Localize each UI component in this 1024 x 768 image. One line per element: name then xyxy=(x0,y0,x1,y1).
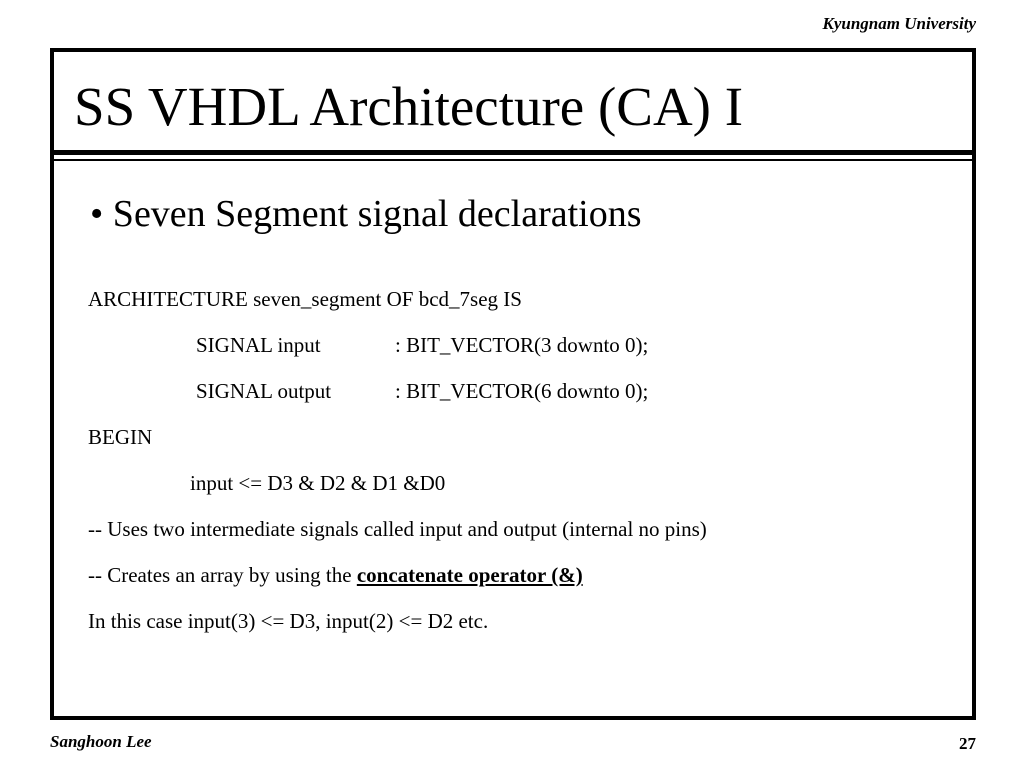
note-example-assignment: In this case input(3) <= D3, input(2) <= D2 etc. xyxy=(88,609,489,633)
slide-frame xyxy=(50,48,976,720)
code-signal-output-type: : BIT_VECTOR(6 downto 0); xyxy=(395,379,649,403)
code-signal-input-name: SIGNAL input xyxy=(196,333,321,357)
note-concatenate-prefix: -- Creates an array by using the xyxy=(88,563,357,587)
author-label: Sanghoon Lee xyxy=(50,732,152,751)
code-signal-output-name: SIGNAL output xyxy=(196,379,332,403)
title-divider-thin xyxy=(54,159,972,161)
page-number: 27 xyxy=(959,734,976,753)
title-divider-thick xyxy=(54,150,972,155)
code-begin-line: BEGIN xyxy=(88,425,153,449)
note-intermediate-signals: -- Uses two intermediate signals called input and output (internal no pins) xyxy=(88,517,707,541)
concatenate-operator-emphasis: concatenate operator (&) xyxy=(356,563,583,587)
bullet-heading: • Seven Segment signal declarations xyxy=(90,193,642,235)
code-architecture-line: ARCHITECTURE seven_segment OF bcd_7seg IS xyxy=(88,287,522,311)
code-signal-input-type: : BIT_VECTOR(3 downto 0); xyxy=(395,333,649,357)
note-concatenate xyxy=(88,562,583,588)
institution-label: Kyungnam University xyxy=(822,14,976,33)
slide-title: SS VHDL Architecture (CA) I xyxy=(74,76,744,137)
code-assign-line: input <= D3 & D2 & D1 &D0 xyxy=(190,471,446,495)
